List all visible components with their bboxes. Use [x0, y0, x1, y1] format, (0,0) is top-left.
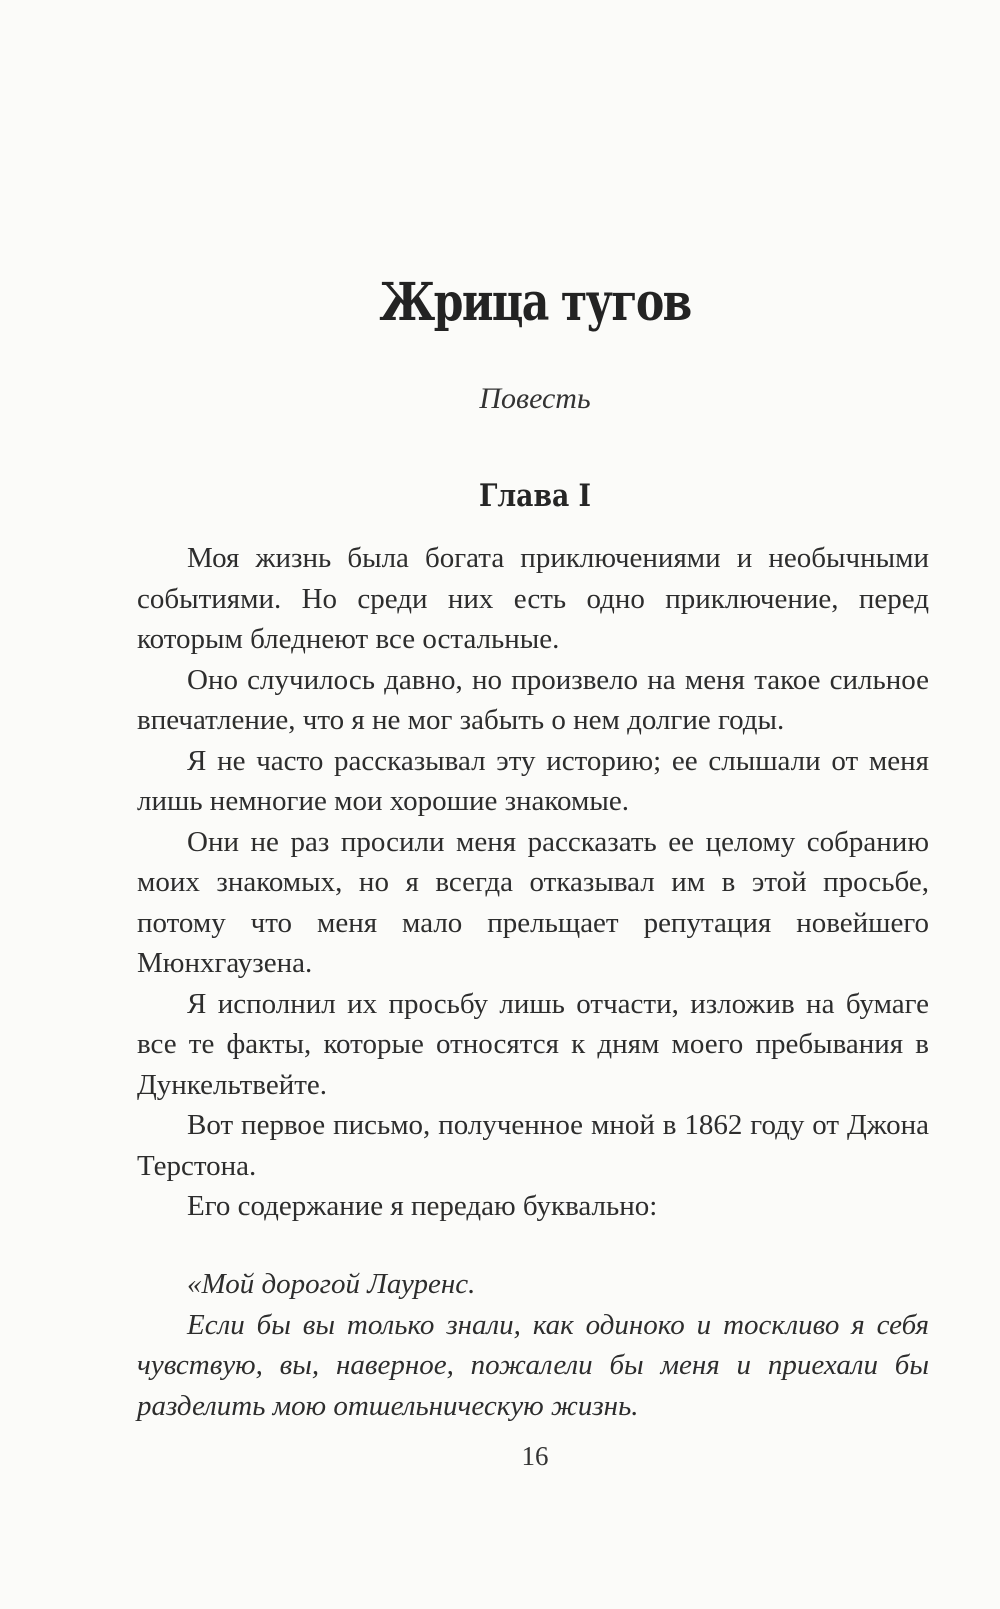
paragraph: Я исполнил их просьбу лишь отчасти, изложив на бумаге все те факты, которые относятся к дням моего пребывания в Дункельтвейте.: [137, 987, 929, 1101]
chapter-heading: Глава I: [478, 478, 592, 514]
paragraph: Вот первое письмо, полученное мной в 1862 году от Джона Терстона.: [137, 1109, 929, 1182]
letter-text: [137, 1264, 929, 1426]
paragraph: Они не раз просили меня рассказать ее целому собранию моих знакомых, но я всегда отказывал им в этой просьбе, потому что меня мало прельщает репутация новейшего Мюнхгаузена.: [137, 825, 929, 979]
body-text: [137, 538, 929, 1227]
paragraph: Оно случилось давно, но произвело на меня такое сильное впечатление, что я не мог забыть о нем долгие годы.: [137, 663, 929, 736]
paragraph: Я не часто рассказывал эту историю; ее слышали от меня лишь немногие мои хорошие знакомые.: [137, 744, 929, 817]
letter-paragraph: Если бы вы только знали, как одиноко и тоскливо я себя чувствую, вы, наверное, пожалели бы меня и приехали бы разделить мою отшельническую жизнь.: [137, 1308, 929, 1422]
story-subtitle: Повесть: [479, 382, 591, 415]
letter-salutation: «Мой дорогой Лауренс.: [187, 1268, 476, 1300]
page-number: 16: [521, 1441, 549, 1471]
story-title: Жрица тугов: [379, 272, 691, 333]
paragraph: Моя жизнь была богата приключениями и необычными событиями. Но среди них есть одно приключение, перед которым бледнеют все остальные.: [137, 542, 929, 655]
paragraph: Его содержание я передаю буквально:: [187, 1190, 658, 1222]
